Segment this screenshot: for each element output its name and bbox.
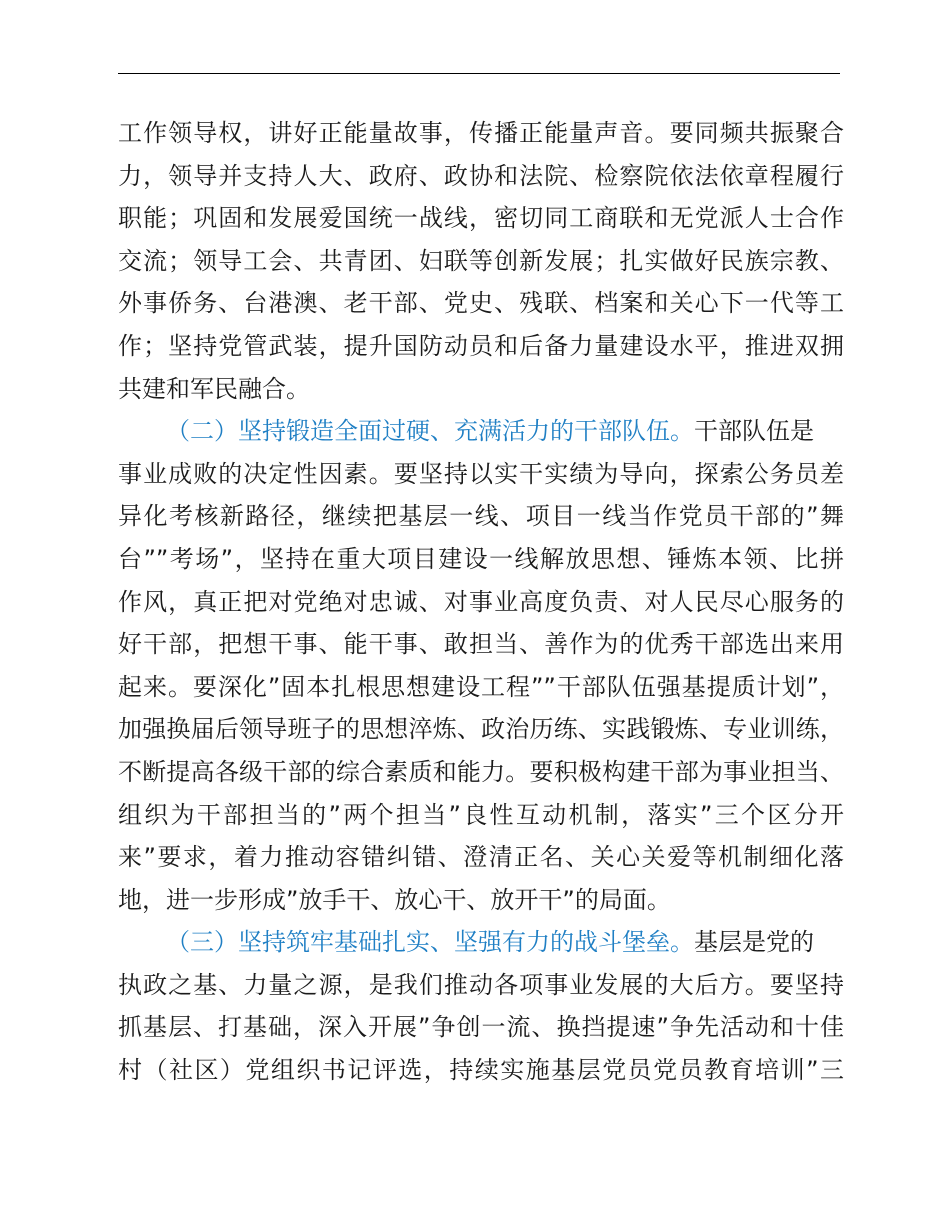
paragraph-line: 作风，真正把对党绝对忠诚、对事业高度负责、对人民尽心服务的: [118, 587, 844, 616]
paragraph-line: 异化考核新路径，继续把基层一线、项目一线当作党员干部的”舞: [118, 502, 844, 531]
paragraph-line: 作；坚持党管武装，提升国防动员和后备力量建设水平，推进双拥: [118, 331, 844, 360]
section-heading-line: [118, 921, 844, 964]
section-2-heading: （二）坚持锻造全面过硬、充满活力的干部队伍。: [166, 417, 694, 446]
paragraph-line: 好干部，把想干事、能干事、敢担当、善作为的优秀干部选出来用: [118, 630, 844, 659]
paragraph-line: 共建和军民融合。: [118, 374, 310, 403]
body-text: [118, 112, 844, 1092]
paragraph-line: 台””考场”，坚持在重大项目建设一线解放思想、锤炼本领、比拼: [118, 544, 844, 573]
section-3-lead: 基层是党的: [694, 928, 814, 957]
paragraph-line: 职能；巩固和发展爱国统一战线，密切同工商联和无党派人士合作: [118, 204, 844, 233]
section-2-lead: 干部队伍是: [694, 417, 814, 446]
section-heading-line: [118, 410, 844, 453]
paragraph-line: 外事侨务、台港澳、老干部、党史、残联、档案和关心下一代等工: [118, 289, 844, 318]
paragraph-line: 加强换届后领导班子的思想淬炼、政治历练、实践锻炼、专业训练，: [118, 715, 844, 744]
paragraph-line: 起来。要深化”固本扎根思想建设工程””干部队伍强基提质计划”，: [118, 672, 844, 701]
paragraph-line: 地，进一步形成”放手干、放心干、放开干”的局面。: [118, 885, 671, 914]
paragraph-line: 村（社区）党组织书记评选，持续实施基层党员党员教育培训”三: [118, 1056, 844, 1085]
paragraph-line: 执政之基、力量之源，是我们推动各项事业发展的大后方。要坚持: [118, 970, 844, 999]
paragraph-line: 力，领导并支持人大、政府、政协和法院、检察院依法依章程履行: [118, 161, 844, 190]
paragraph-line: 抓基层、打基础，深入开展”争创一流、换挡提速”争先活动和十佳: [118, 1013, 844, 1042]
section-3-heading: （三）坚持筑牢基础扎实、坚强有力的战斗堡垒。: [166, 928, 694, 957]
paragraph-line: 来”要求，着力推动容错纠错、澄清正名、关心关爱等机制细化落: [118, 843, 844, 872]
paragraph-line: 交流；领导工会、共青团、妇联等创新发展；扎实做好民族宗教、: [118, 246, 844, 275]
paragraph-line: 不断提高各级干部的综合素质和能力。要积极构建干部为事业担当、: [118, 757, 844, 786]
header-rule: [118, 73, 840, 74]
paragraph-line: 事业成败的决定性因素。要坚持以实干实绩为导向，探索公务员差: [118, 459, 844, 488]
paragraph-line: 工作领导权，讲好正能量故事，传播正能量声音。要同频共振聚合: [118, 119, 844, 147]
paragraph-line: 组织为干部担当的”两个担当”良性互动机制，落实”三个区分开: [118, 800, 844, 829]
